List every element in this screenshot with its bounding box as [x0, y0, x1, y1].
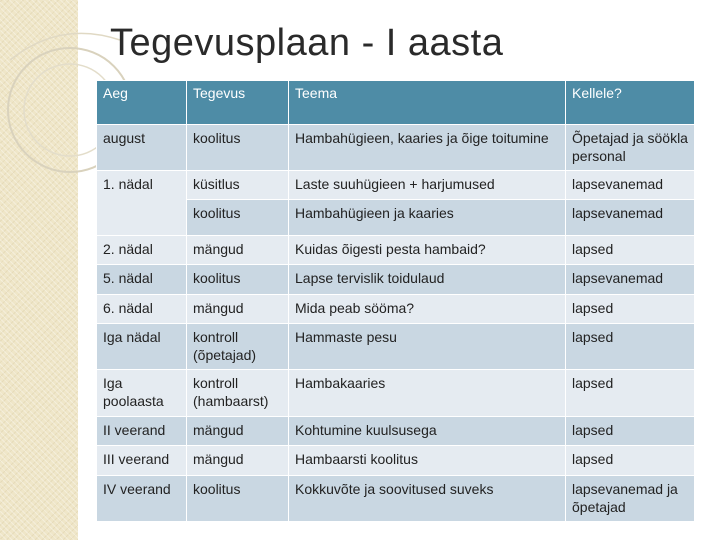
table-row [97, 446, 695, 476]
cell-tegevus: mängud [187, 295, 289, 324]
cell-teema: Hambahügieen ja kaaries [289, 200, 566, 236]
table-row [97, 125, 695, 171]
cell-teema: Lapse tervislik toidulaud [289, 265, 566, 295]
table-row [97, 370, 695, 417]
cell-aeg: 5. nädal [97, 265, 187, 295]
cell-tegevus: kontroll (õpetajad) [187, 324, 289, 370]
cell-tegevus: mängud [187, 236, 289, 265]
cell-teema: Laste suuhügieen + harjumused [289, 171, 566, 200]
cell-teema: Hammaste pesu [289, 324, 566, 370]
cell-kellele: lapsed [566, 446, 695, 476]
cell-aeg: august [97, 125, 187, 171]
page-title: Tegevusplaan - I aasta [110, 22, 504, 64]
table-row [97, 236, 695, 265]
cell-tegevus: koolitus [187, 200, 289, 236]
cell-aeg: II veerand [97, 417, 187, 446]
cell-aeg: 6. nädal [97, 295, 187, 324]
cell-aeg: 1. nädal [97, 171, 187, 236]
cell-tegevus: küsitlus [187, 171, 289, 200]
cell-teema: Hambakaaries [289, 370, 566, 417]
cell-teema: Kohtumine kuulsusega [289, 417, 566, 446]
table-row [97, 324, 695, 370]
cell-teema: Kuidas õigesti pesta hambaid? [289, 236, 566, 265]
header-teema: Teema [289, 81, 566, 125]
table-header-row [97, 81, 695, 125]
header-kellele: Kellele? [566, 81, 695, 125]
table-row [97, 265, 695, 295]
table-row [97, 295, 695, 324]
cell-teema: Hambaarsti koolitus [289, 446, 566, 476]
cell-tegevus: koolitus [187, 125, 289, 171]
cell-kellele: lapsevanemad [566, 200, 695, 236]
table-row [97, 476, 695, 522]
cell-kellele: lapsevanemad [566, 265, 695, 295]
cell-teema: Hambahügieen, kaaries ja õige toitumine [289, 125, 566, 171]
cell-kellele: lapsed [566, 417, 695, 446]
cell-tegevus: kontroll (hambaarst) [187, 370, 289, 417]
cell-tegevus: koolitus [187, 265, 289, 295]
cell-aeg: Iga poolaasta [97, 370, 187, 417]
cell-kellele: Õpetajad ja söökla personal [566, 125, 695, 171]
cell-tegevus: koolitus [187, 476, 289, 522]
table-row [97, 417, 695, 446]
table-row [97, 171, 695, 200]
cell-teema: Kokkuvõte ja soovitused suveks [289, 476, 566, 522]
header-tegevus: Tegevus [187, 81, 289, 125]
cell-aeg: 2. nädal [97, 236, 187, 265]
cell-kellele: lapsed [566, 295, 695, 324]
activity-plan-table [96, 80, 695, 522]
cell-kellele: lapsed [566, 324, 695, 370]
decorative-side-strip [0, 0, 78, 540]
cell-tegevus: mängud [187, 417, 289, 446]
cell-kellele: lapsed [566, 370, 695, 417]
cell-kellele: lapsevanemad ja õpetajad [566, 476, 695, 522]
header-aeg: Aeg [97, 81, 187, 125]
cell-aeg: Iga nädal [97, 324, 187, 370]
cell-aeg: IV veerand [97, 476, 187, 522]
cell-aeg: III veerand [97, 446, 187, 476]
cell-kellele: lapsevanemad [566, 171, 695, 200]
cell-kellele: lapsed [566, 236, 695, 265]
cell-tegevus: mängud [187, 446, 289, 476]
cell-teema: Mida peab sööma? [289, 295, 566, 324]
table-row [97, 200, 695, 236]
